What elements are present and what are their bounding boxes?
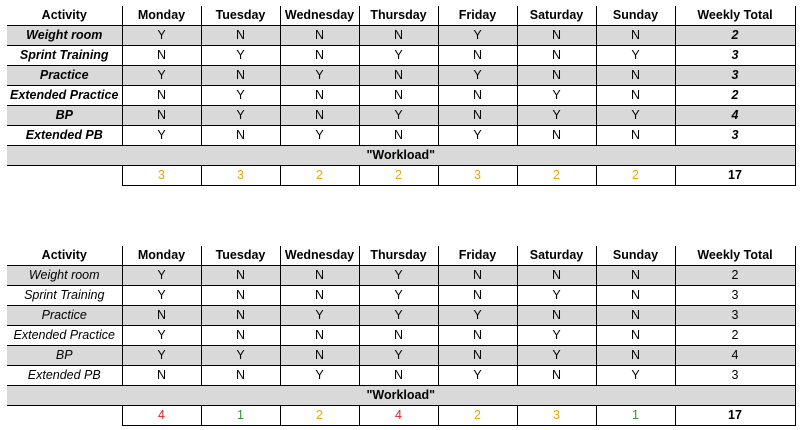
day-cell: N <box>517 366 596 386</box>
workload-count: 2 <box>280 166 359 186</box>
day-cell: N <box>596 86 675 106</box>
activity-name: BP <box>7 106 122 126</box>
day-cell: Y <box>359 346 438 366</box>
table-header <box>7 246 795 266</box>
day-cell: Y <box>438 366 517 386</box>
activity-name: Extended Practice <box>7 326 122 346</box>
workload-label: "Workload" <box>7 146 795 166</box>
column-header: Tuesday <box>201 246 280 266</box>
day-cell: Y <box>122 126 201 146</box>
weekly-total-cell: 2 <box>675 266 795 286</box>
schedule-table-original <box>7 6 796 186</box>
column-header: Weekly Total <box>675 246 795 266</box>
day-cell: N <box>438 86 517 106</box>
table-row <box>7 66 795 86</box>
table-row <box>7 46 795 66</box>
header-row <box>7 246 795 266</box>
workload-label: "Workload" <box>7 386 795 406</box>
day-cell: N <box>438 346 517 366</box>
day-cell: Y <box>122 346 201 366</box>
day-cell: N <box>201 366 280 386</box>
day-cell: Y <box>201 346 280 366</box>
column-header: Thursday <box>359 6 438 26</box>
day-cell: N <box>122 86 201 106</box>
column-header: Monday <box>122 6 201 26</box>
workload-count: 2 <box>596 166 675 186</box>
weekly-total-cell: 3 <box>675 46 795 66</box>
day-cell: N <box>596 26 675 46</box>
workload-count: 3 <box>438 166 517 186</box>
day-cell: N <box>201 306 280 326</box>
day-cell: N <box>596 66 675 86</box>
activity-name: BP <box>7 346 122 366</box>
workload-total: 17 <box>675 406 795 426</box>
day-cell: N <box>359 26 438 46</box>
day-cell: N <box>359 66 438 86</box>
table-row <box>7 286 795 306</box>
activity-name: Extended PB <box>7 366 122 386</box>
table-row <box>7 306 795 326</box>
column-header: Sunday <box>596 246 675 266</box>
day-cell: Y <box>201 46 280 66</box>
day-cell: N <box>201 26 280 46</box>
day-cell: N <box>517 46 596 66</box>
workload-count: 2 <box>517 166 596 186</box>
day-cell: Y <box>596 366 675 386</box>
day-cell: N <box>280 26 359 46</box>
day-cell: Y <box>438 26 517 46</box>
workload-count: 2 <box>280 406 359 426</box>
day-cell: N <box>280 266 359 286</box>
workload-count: 1 <box>201 406 280 426</box>
day-cell: N <box>517 26 596 46</box>
activity-name: Practice <box>7 306 122 326</box>
day-cell: N <box>596 306 675 326</box>
day-cell: Y <box>359 306 438 326</box>
day-cell: N <box>280 46 359 66</box>
column-header: Saturday <box>517 246 596 266</box>
day-cell: Y <box>122 266 201 286</box>
day-cell: N <box>596 346 675 366</box>
day-cell: N <box>438 326 517 346</box>
workload-count: 3 <box>201 166 280 186</box>
table-row <box>7 126 795 146</box>
workload-total: 17 <box>675 166 795 186</box>
day-cell: N <box>122 366 201 386</box>
table-row <box>7 346 795 366</box>
column-header: Sunday <box>596 6 675 26</box>
day-cell: N <box>359 126 438 146</box>
column-header: Weekly Total <box>675 6 795 26</box>
day-cell: Y <box>280 366 359 386</box>
day-cell: N <box>517 126 596 146</box>
day-cell: Y <box>122 26 201 46</box>
day-cell: N <box>517 266 596 286</box>
day-cell: Y <box>517 346 596 366</box>
day-cell: N <box>359 86 438 106</box>
table-body <box>7 266 795 426</box>
weekly-total-cell: 3 <box>675 66 795 86</box>
header-row <box>7 6 795 26</box>
table-row <box>7 26 795 46</box>
day-cell: N <box>280 346 359 366</box>
workload-count: 3 <box>122 166 201 186</box>
day-cell: Y <box>201 106 280 126</box>
day-cell: N <box>201 66 280 86</box>
day-cell: Y <box>517 106 596 126</box>
day-cell: N <box>359 366 438 386</box>
day-cell: Y <box>359 106 438 126</box>
day-cell: N <box>280 106 359 126</box>
column-header: Friday <box>438 6 517 26</box>
activity-name: Practice <box>7 66 122 86</box>
activity-name: Weight room <box>7 26 122 46</box>
workload-count: 2 <box>359 166 438 186</box>
day-cell: N <box>438 106 517 126</box>
day-cell: Y <box>280 66 359 86</box>
activity-name: Extended Practice <box>7 86 122 106</box>
column-header: Monday <box>122 246 201 266</box>
weekly-total-cell: 2 <box>675 326 795 346</box>
day-cell: Y <box>359 266 438 286</box>
day-cell: Y <box>201 86 280 106</box>
activity-name: Sprint Training <box>7 286 122 306</box>
weekly-total-cell: 4 <box>675 346 795 366</box>
workload-count: 4 <box>359 406 438 426</box>
weekly-total-cell: 2 <box>675 86 795 106</box>
day-cell: Y <box>517 286 596 306</box>
day-cell: N <box>201 266 280 286</box>
column-header: Friday <box>438 246 517 266</box>
day-cell: Y <box>596 106 675 126</box>
workload-count-row <box>7 406 795 426</box>
day-cell: Y <box>438 66 517 86</box>
day-cell: Y <box>517 86 596 106</box>
workload-count-row <box>7 166 795 186</box>
day-cell: N <box>596 266 675 286</box>
day-cell: Y <box>122 286 201 306</box>
weekly-total-cell: 3 <box>675 126 795 146</box>
activity-name: Sprint Training <box>7 46 122 66</box>
day-cell: Y <box>122 326 201 346</box>
table-body <box>7 26 795 186</box>
table-row <box>7 366 795 386</box>
schedule-table-revised <box>7 246 796 426</box>
day-cell: N <box>596 326 675 346</box>
day-cell: N <box>280 286 359 306</box>
day-cell: N <box>201 126 280 146</box>
blank-cell <box>7 166 122 186</box>
activity-name: Extended PB <box>7 126 122 146</box>
table-header <box>7 6 795 26</box>
day-cell: Y <box>517 326 596 346</box>
weekly-total-cell: 2 <box>675 26 795 46</box>
day-cell: N <box>596 126 675 146</box>
day-cell: Y <box>596 46 675 66</box>
day-cell: N <box>438 266 517 286</box>
day-cell: Y <box>122 66 201 86</box>
column-header-activity: Activity <box>7 246 122 266</box>
day-cell: N <box>280 326 359 346</box>
blank-cell <box>7 406 122 426</box>
day-cell: Y <box>438 306 517 326</box>
day-cell: N <box>438 46 517 66</box>
day-cell: Y <box>359 286 438 306</box>
workload-label-row <box>7 386 795 406</box>
workload-count: 1 <box>596 406 675 426</box>
table-row <box>7 326 795 346</box>
day-cell: N <box>201 326 280 346</box>
column-header: Wednesday <box>280 246 359 266</box>
column-header: Thursday <box>359 246 438 266</box>
day-cell: Y <box>438 126 517 146</box>
weekly-total-cell: 3 <box>675 306 795 326</box>
day-cell: N <box>438 286 517 306</box>
table-row <box>7 106 795 126</box>
day-cell: Y <box>280 126 359 146</box>
workload-count: 2 <box>438 406 517 426</box>
day-cell: N <box>122 46 201 66</box>
day-cell: N <box>122 106 201 126</box>
column-header-activity: Activity <box>7 6 122 26</box>
column-header: Tuesday <box>201 6 280 26</box>
workload-count: 4 <box>122 406 201 426</box>
table-row <box>7 266 795 286</box>
day-cell: N <box>122 306 201 326</box>
day-cell: N <box>517 66 596 86</box>
day-cell: Y <box>359 46 438 66</box>
activity-name: Weight room <box>7 266 122 286</box>
weekly-total-cell: 3 <box>675 366 795 386</box>
day-cell: N <box>201 286 280 306</box>
day-cell: Y <box>280 306 359 326</box>
weekly-total-cell: 3 <box>675 286 795 306</box>
table-row <box>7 86 795 106</box>
column-header: Saturday <box>517 6 596 26</box>
day-cell: N <box>280 86 359 106</box>
workload-label-row <box>7 146 795 166</box>
column-header: Wednesday <box>280 6 359 26</box>
workload-count: 3 <box>517 406 596 426</box>
day-cell: N <box>596 286 675 306</box>
day-cell: N <box>517 306 596 326</box>
weekly-total-cell: 4 <box>675 106 795 126</box>
day-cell: N <box>359 326 438 346</box>
